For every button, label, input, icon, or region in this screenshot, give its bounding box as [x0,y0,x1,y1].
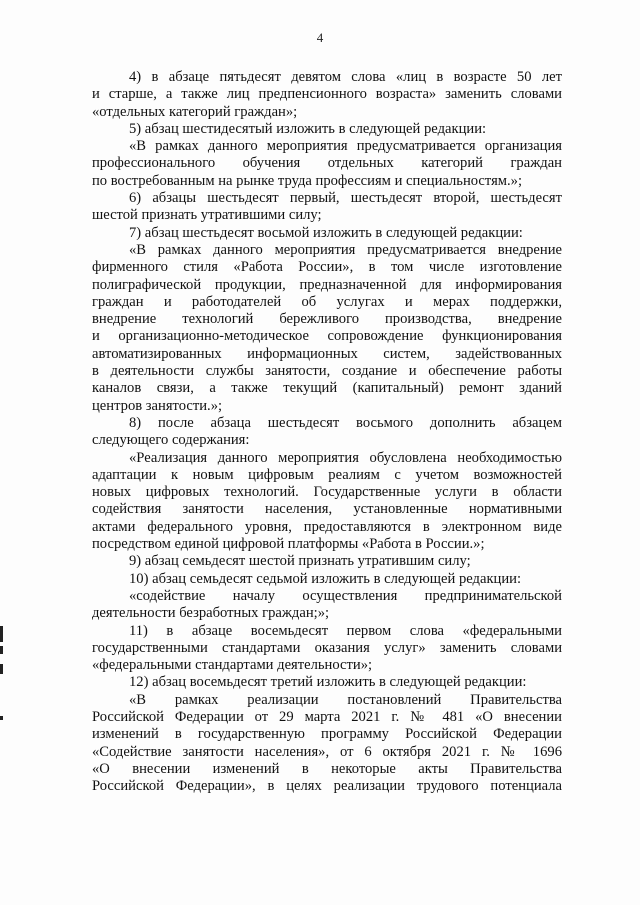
text-line: «Содействие занятости населения», от 6 октября 2021 г. № 1696 [92,743,562,760]
text-line: 9) абзац семьдесят шестой признать утратившим силу; [129,553,471,570]
text-line: профессионального обучения отдельных категорий граждан [92,155,562,172]
text-line: «О внесении изменений в некоторые акты Правительства [92,760,562,777]
text-line: фирменного стиля «Работа России», в том числе изготовление [92,259,562,276]
text-line: Российской Федерации от 29 марта 2021 г. № 481 «О внесении [92,708,562,725]
text-line: «Реализация данного мероприятия обусловлена необходимостью [129,449,562,466]
text-line: граждан и работодателей об услугах и мерах поддержки, [92,293,562,310]
text-line: в деятельности службы занятости, создание и обеспечение работы [92,363,562,380]
page-number: 4 [316,30,324,45]
text-line: адаптации к новым цифровым реалиям с учетом возможностей [92,466,562,483]
text-line: 10) абзац семьдесят седьмой изложить в следующей редакции: [129,570,522,587]
scan-edge-mark [0,646,3,654]
text-line: посредством единой цифровой платформы «Работа в России.»; [92,536,485,553]
text-line: Российской Федерации», в целях реализации трудового потенциала [92,778,562,795]
document-body [92,69,562,795]
scan-edge-mark [0,626,3,642]
text-line: 12) абзац восемьдесят третий изложить в следующей редакции: [129,674,527,691]
text-line: актами федерального уровня, предоставляются в электронном виде [92,518,562,535]
text-line: центров занятости.»; [92,397,223,414]
text-line: деятельности безработных граждан;»; [92,605,330,622]
scan-edge-mark [0,716,3,720]
text-line: «В рамках данного мероприятия предусматривается организация [129,138,562,155]
text-line: полиграфической продукции, предназначенной для информирования [92,276,562,293]
text-line: «содействие началу осуществления предпринимательской [129,587,562,604]
text-line: 7) абзац шестьдесят восьмой изложить в следующей редакции: [129,224,523,241]
text-line: «В рамках реализации постановлений Правительства [129,691,562,708]
text-line: изменений в государственную программу Российской Федерации [92,726,562,743]
text-line: и старше, а также лиц предпенсионного возраста» заменить словами [92,86,562,103]
text-line: автоматизированных информационных систем, задействованных [92,345,562,362]
text-line: внедрение технологий бережливого производства, внедрение [92,311,562,328]
text-line: следующего содержания: [92,432,250,449]
text-line: каналов связи, а также текущий (капитальный) ремонт зданий [92,380,562,397]
text-line: «федеральными стандартами деятельности»; [92,657,373,674]
text-line: и организационно-методическое сопровождение функционирования [92,328,562,345]
text-line: содействия занятости населения, установленные нормативными [92,501,562,518]
text-line: по востребованным на рынке труда профессиям и специальностям.»; [92,172,523,189]
text-line: «отдельных категорий граждан»; [92,103,298,120]
text-line: шестой признать утратившими силу; [92,207,322,224]
scan-edge-mark [0,664,3,674]
text-line: 4) в абзаце пятьдесят девятом слова «лиц в возрасте 50 лет [129,69,562,85]
text-line: «В рамках данного мероприятия предусматривается внедрение [129,241,562,258]
text-line: государственными стандартами оказания услуг» заменить словами [92,639,562,656]
text-line: 5) абзац шестидесятый изложить в следующей редакции: [129,120,487,137]
text-line: 11) в абзаце восемьдесят первом слова «федеральными [129,622,562,639]
text-line: 6) абзацы шестьдесят первый, шестьдесят второй, шестьдесят [129,190,562,207]
text-line: новых цифровых технологий. Государственные услуги в области [92,484,562,501]
text-line: 8) после абзаца шестьдесят восьмого дополнить абзацем [129,414,562,431]
